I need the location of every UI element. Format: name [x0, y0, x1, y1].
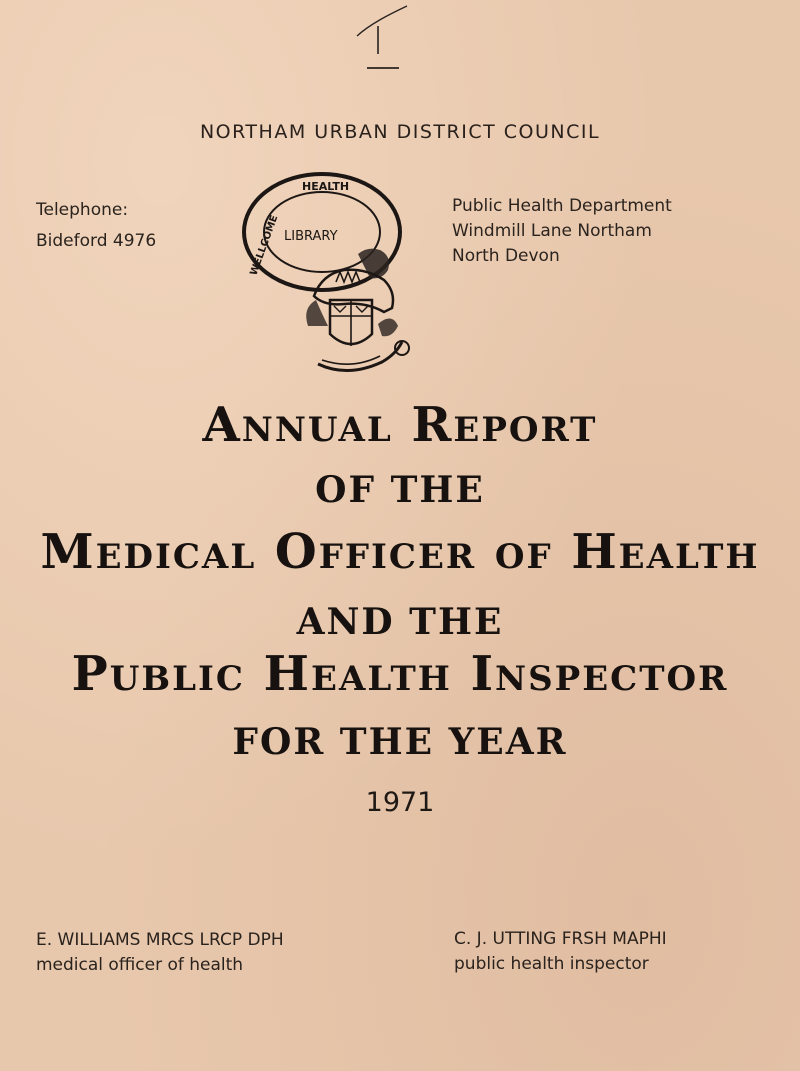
title-line-of-the: OF THE	[315, 469, 485, 511]
handwritten-page-number	[345, 2, 415, 74]
library-stamp-and-crest-icon	[238, 166, 418, 386]
address-line-3: North Devon	[452, 246, 560, 266]
title-line-for-the-year: FOR THE YEAR	[232, 721, 568, 763]
title-line-public-health-inspector: Public Health Inspector	[71, 646, 729, 702]
stamp-text-middle: LIBRARY	[284, 229, 338, 244]
signatory-role: public health inspector	[454, 954, 649, 974]
address-line-1: Public Health Department	[452, 196, 672, 216]
telephone-label: Telephone:	[36, 200, 129, 220]
signatory-medical-officer	[36, 928, 284, 978]
title-line-annual-report: Annual Report	[202, 397, 598, 453]
signatory-health-inspector	[454, 927, 667, 977]
telephone-number: Bideford 4976	[36, 231, 157, 251]
signatory-name: E. WILLIAMS MRCS LRCP DPH	[36, 930, 284, 950]
signatory-role: medical officer of health	[36, 955, 244, 975]
page-number-text: 1	[380, 62, 381, 63]
title-line-medical-officer: Medical Officer of Health	[40, 524, 760, 580]
address-line-2: Windmill Lane Northam	[452, 221, 652, 241]
signatory-name: C. J. UTTING FRSH MAPHI	[454, 929, 667, 949]
address-block	[452, 194, 672, 269]
telephone-block	[36, 195, 156, 257]
report-year: 1971	[365, 787, 435, 818]
stamp-text-top: HEALTH	[302, 180, 350, 193]
coat-of-arms-icon	[306, 249, 409, 371]
council-name: NORTHAM URBAN DISTRICT COUNCIL	[199, 121, 601, 143]
title-line-and-the: AND THE	[296, 601, 504, 643]
stamp-text-left: WELLCOME	[248, 213, 281, 278]
